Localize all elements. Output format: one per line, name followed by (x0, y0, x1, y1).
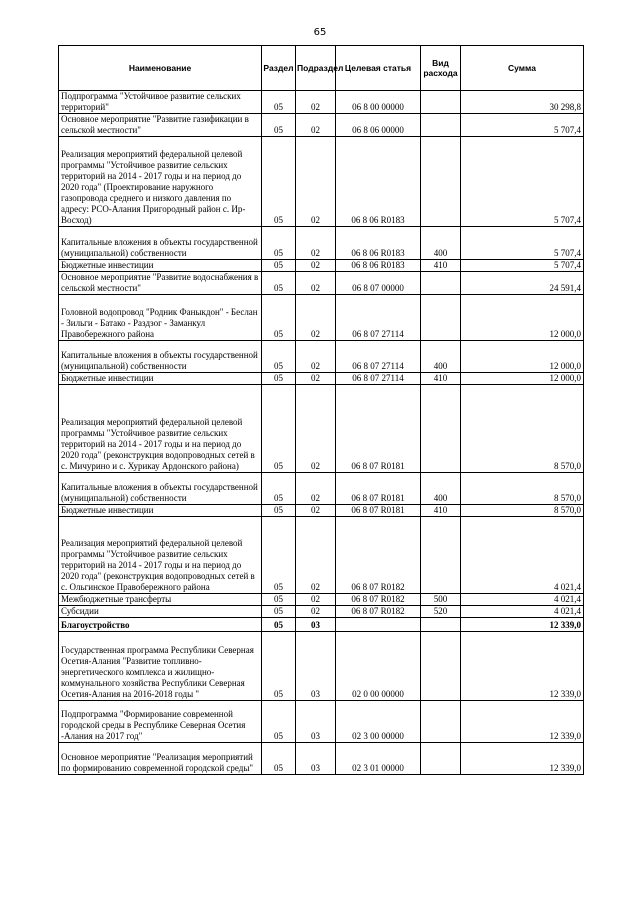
cell-name: Межбюджетные трансферты (59, 594, 262, 606)
cell-name: Реализация мероприятий федеральной целевой программы "Устойчивое развитие сельских территорий на 2014 - 2017 годы и на период до 2020 года" (реконструкция водопроводных сетей в с. Ольгинское Правобережного района (59, 517, 262, 594)
cell-target: 06 8 06 R0183 (336, 137, 421, 227)
table-row (59, 137, 584, 227)
cell-subsection: 02 (296, 606, 336, 618)
cell-subsection: 03 (296, 632, 336, 701)
cell-sum: 5 707,4 (461, 260, 584, 272)
cell-sum: 5 707,4 (461, 227, 584, 260)
cell-section: 05 (262, 473, 296, 505)
cell-subsection: 02 (296, 91, 336, 114)
cell-name: Основное мероприятие "Развитие газификации в сельской местности" (59, 114, 262, 137)
cell-expense (421, 385, 461, 473)
cell-subsection: 02 (296, 272, 336, 295)
cell-target: 06 8 07 27114 (336, 373, 421, 385)
cell-section: 05 (262, 701, 296, 743)
cell-section: 05 (262, 618, 296, 632)
cell-section: 05 (262, 227, 296, 260)
cell-section: 05 (262, 91, 296, 114)
table-row (59, 594, 584, 606)
cell-section: 05 (262, 632, 296, 701)
cell-sum: 4 021,4 (461, 517, 584, 594)
cell-expense: 520 (421, 606, 461, 618)
cell-name: Благоустройство (59, 618, 262, 632)
cell-expense: 500 (421, 594, 461, 606)
cell-subsection: 02 (296, 227, 336, 260)
cell-section: 05 (262, 341, 296, 373)
cell-section: 05 (262, 606, 296, 618)
cell-sum: 8 570,0 (461, 473, 584, 505)
cell-sum: 12 339,0 (461, 632, 584, 701)
cell-target: 06 8 06 R0183 (336, 260, 421, 272)
table-row (59, 701, 584, 743)
cell-expense (421, 137, 461, 227)
cell-subsection: 03 (296, 743, 336, 775)
table-row (59, 114, 584, 137)
cell-target: 06 8 07 R0182 (336, 517, 421, 594)
cell-sum: 12 339,0 (461, 618, 584, 632)
cell-target (336, 618, 421, 632)
cell-name: Бюджетные инвестиции (59, 373, 262, 385)
header-expense: Вид расхода (421, 46, 461, 91)
cell-expense: 410 (421, 260, 461, 272)
table-row (59, 505, 584, 517)
cell-name: Подпрограмма "Устойчивое развитие сельских территорий" (59, 91, 262, 114)
header-target: Целевая статья (336, 46, 421, 91)
cell-sum: 12 339,0 (461, 701, 584, 743)
cell-target: 06 8 07 R0181 (336, 385, 421, 473)
cell-name: Головной водопровод "Родник Фаныкдон" - Беслан - Зильги - Батако - Раздзог - Заманкул Правобережного района (59, 295, 262, 341)
cell-subsection: 02 (296, 594, 336, 606)
cell-name: Бюджетные инвестиции (59, 260, 262, 272)
table-row (59, 260, 584, 272)
cell-subsection: 03 (296, 618, 336, 632)
cell-name: Реализация мероприятий федеральной целевой программы "Устойчивое развитие сельских территорий на 2014 - 2017 годы и на период до 2020 года" (Проектирование наружного газопровода среднего и низкого давления по адресу: РСО-Алания Пригородный район с. Ир-Восход) (59, 137, 262, 227)
cell-section: 05 (262, 137, 296, 227)
table-row (59, 341, 584, 373)
header-subsection: Подраздел (296, 46, 336, 91)
cell-expense (421, 632, 461, 701)
cell-name: Капитальные вложения в объекты государственной (муниципальной) собственности (59, 227, 262, 260)
cell-sum: 8 570,0 (461, 385, 584, 473)
cell-subsection: 02 (296, 114, 336, 137)
cell-section: 05 (262, 272, 296, 295)
table-row (59, 743, 584, 775)
cell-subsection: 02 (296, 341, 336, 373)
cell-section: 05 (262, 594, 296, 606)
cell-target: 06 8 00 00000 (336, 91, 421, 114)
cell-target: 02 0 00 00000 (336, 632, 421, 701)
cell-target: 06 8 06 R0183 (336, 227, 421, 260)
cell-target: 02 3 00 00000 (336, 701, 421, 743)
cell-expense (421, 618, 461, 632)
cell-expense (421, 743, 461, 775)
cell-name: Основное мероприятие "Развитие водоснабжения в сельской местности" (59, 272, 262, 295)
cell-sum: 8 570,0 (461, 505, 584, 517)
cell-target: 06 8 07 R0181 (336, 505, 421, 517)
cell-name: Подпрограмма "Формирование современной городской среды в Республике Северная Осетия -Алания на 2017 год" (59, 701, 262, 743)
cell-sum: 12 000,0 (461, 373, 584, 385)
header-name: Наименование (59, 46, 262, 91)
table-row (59, 373, 584, 385)
table-body (59, 91, 584, 775)
cell-expense (421, 91, 461, 114)
cell-expense (421, 701, 461, 743)
cell-sum: 4 021,4 (461, 594, 584, 606)
table-row (59, 385, 584, 473)
cell-target: 06 8 07 27114 (336, 295, 421, 341)
table-row (59, 473, 584, 505)
cell-expense (421, 114, 461, 137)
cell-subsection: 02 (296, 137, 336, 227)
table-header-row (59, 46, 584, 91)
cell-name: Реализация мероприятий федеральной целевой программы "Устойчивое развитие сельских территорий на 2014 - 2017 годы и на период до 2020 года" (реконструкция водопроводных сетей в с. Мичурино и с. Хурикау Ардонского района) (59, 385, 262, 473)
cell-subsection: 02 (296, 517, 336, 594)
cell-expense: 400 (421, 473, 461, 505)
cell-sum: 12 000,0 (461, 295, 584, 341)
cell-expense (421, 295, 461, 341)
header-section: Раздел (262, 46, 296, 91)
cell-sum: 5 707,4 (461, 114, 584, 137)
cell-target: 06 8 07 27114 (336, 341, 421, 373)
table-row (59, 227, 584, 260)
page-number: 65 (313, 27, 327, 38)
table-row (59, 91, 584, 114)
cell-sum: 30 298,8 (461, 91, 584, 114)
cell-name: Субсидии (59, 606, 262, 618)
table-row (59, 606, 584, 618)
cell-subsection: 02 (296, 385, 336, 473)
cell-section: 05 (262, 385, 296, 473)
table-row (59, 295, 584, 341)
cell-section: 05 (262, 505, 296, 517)
cell-sum: 5 707,4 (461, 137, 584, 227)
cell-subsection: 02 (296, 505, 336, 517)
cell-section: 05 (262, 517, 296, 594)
cell-expense (421, 517, 461, 594)
cell-section: 05 (262, 295, 296, 341)
cell-name: Государственная программа Республики Северная Осетия-Алания "Развитие топливно-энергетического комплекса и жилищно-коммунального хозяйства Республики Северная Осетия-Алания на 2016-2018 годы " (59, 632, 262, 701)
cell-expense: 410 (421, 373, 461, 385)
cell-target: 06 8 07 R0182 (336, 606, 421, 618)
cell-sum: 4 021,4 (461, 606, 584, 618)
cell-target: 06 8 07 R0181 (336, 473, 421, 505)
table-row (59, 632, 584, 701)
cell-expense: 400 (421, 227, 461, 260)
table-row (59, 272, 584, 295)
cell-subsection: 02 (296, 260, 336, 272)
cell-subsection: 02 (296, 373, 336, 385)
cell-section: 05 (262, 373, 296, 385)
header-sum: Сумма (461, 46, 584, 91)
cell-expense: 400 (421, 341, 461, 373)
cell-section: 05 (262, 260, 296, 272)
cell-name: Основное мероприятие "Реализация мероприятий по формированию современной городской среды" (59, 743, 262, 775)
cell-sum: 24 591,4 (461, 272, 584, 295)
cell-name: Капитальные вложения в объекты государственной (муниципальной) собственности (59, 473, 262, 505)
cell-subsection: 02 (296, 473, 336, 505)
cell-subsection: 03 (296, 701, 336, 743)
cell-target: 02 3 01 00000 (336, 743, 421, 775)
budget-table (58, 45, 584, 775)
cell-name: Капитальные вложения в объекты государственной (муниципальной) собственности (59, 341, 262, 373)
table-row (59, 517, 584, 594)
cell-sum: 12 339,0 (461, 743, 584, 775)
table-row (59, 618, 584, 632)
cell-target: 06 8 07 00000 (336, 272, 421, 295)
cell-section: 05 (262, 114, 296, 137)
cell-name: Бюджетные инвестиции (59, 505, 262, 517)
cell-target: 06 8 06 00000 (336, 114, 421, 137)
cell-expense: 410 (421, 505, 461, 517)
cell-section: 05 (262, 743, 296, 775)
cell-expense (421, 272, 461, 295)
cell-sum: 12 000,0 (461, 341, 584, 373)
cell-subsection: 02 (296, 295, 336, 341)
cell-target: 06 8 07 R0182 (336, 594, 421, 606)
